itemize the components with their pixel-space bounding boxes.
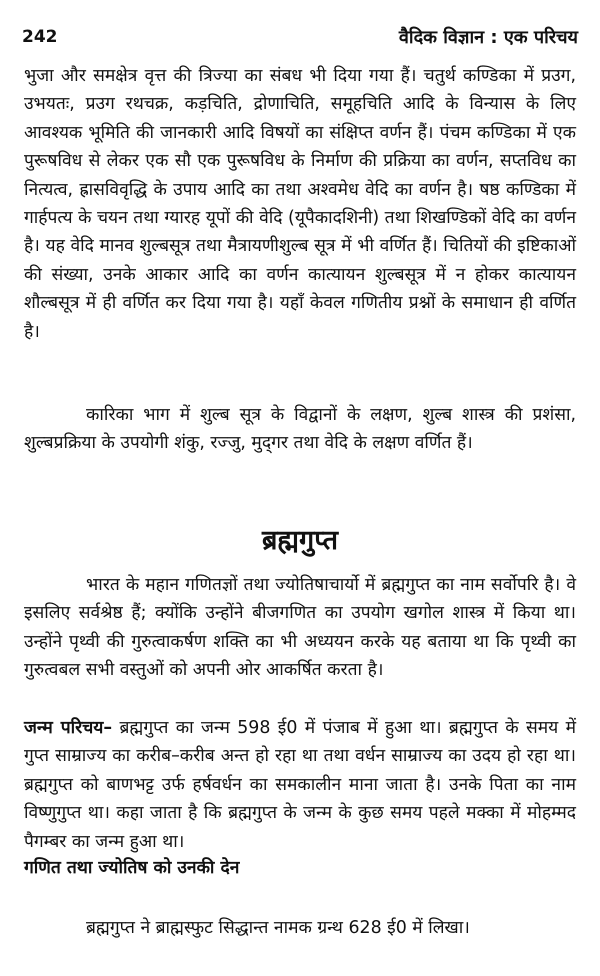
page-number: 242 xyxy=(22,27,58,47)
section-title: ब्रह्मगुप्त xyxy=(262,525,338,556)
birth-heading: जन्म परिचय– xyxy=(24,718,113,738)
page-header xyxy=(22,24,578,50)
paragraph-birth xyxy=(24,714,576,856)
birth-text: ब्रह्मगुप्त का जन्म 598 ई0 में पंजाब में हुआ था। ब्रह्मगुप्त के समय में गुप्त साम्राज्य का करीब–करीब अन्त हो रहा था तथा वर्धन साम्राज्य का उदय हो रहा था। ब्रह्मगुप्त को बाणभट्ट उर्फ हर्षवर्धन का समकालीन माना जाता है। उनके पिता का नाम विष्णुगुप्त था। कहा जाता है कि ब्रह्मगुप्त के जन्म के कुछ समय पहले मक्का में मोहम्मद पैगम्बर का जन्म हुआ था। xyxy=(24,718,577,852)
paragraph-continuation: भुजा और समक्षेत्र वृत्त की त्रिज्या का संबध भी दिया गया हैं। चतुर्थ कण्डिका में प्रउग, उभयतः, प्रउग रथचक्र, कड़चिति, द्रोणाचिति, समूहचिति आदि के विन्यास के लिए आवश्यक भूमिति की जानकारी आदि विषयों का संक्षिप्त वर्णन हैं। पंचम कण्डिका में एक पुरूषविध से लेकर एक सौ एक पुरूषविध के निर्माण की प्रक्रिया का वर्णन, सप्तविध का नित्यत्व, ह्रासविवृद्धि के उपाय आदि का तथा अश्वमेध वेदि का वर्णन है। षष्ठ कण्डिका में गार्हपत्य के चयन तथा ग्यारह यूपों की वेदि (यूपैकादशिनी) तथा शिखण्डिकों वेदि का वर्णन है। यह वेदि मानव शुल्बसूत्र तथा मैत्रायणीशुल्ब सूत्र में भी वर्णित हैं। चितियों की इष्टिकाओं की संख्या, उनके आकार आदि का वर्णन कात्यायन शुल्बसूत्र में न होकर कात्यायन शौल्बसूत्र में ही वर्णित कर दिया गया है। यहाँ केवल गणितीय प्रश्नों के समाधान ही वर्णित है। xyxy=(24,66,576,342)
contribution-subheading: गणित तथा ज्योतिष को उनकी देन xyxy=(24,858,240,878)
paragraph-karika: कारिका भाग में शुल्ब सूत्र के विद्वानों के लक्षण, शुल्ब शास्त्र की प्रशंसा, शुल्बप्रक्रिया के उपयोगी शंकु, रज्जु, मुद्‌गर तथा वेदि के लक्षण वर्णित हैं। xyxy=(24,405,576,454)
paragraph-intro: भारत के महान गणितज्ञों तथा ज्योतिषाचार्यो में ब्रह्मगुप्त का नाम सर्वोपरि है। वे इसलिए सर्वश्रेष्ठ हैं; क्योंकि उन्होंने बीजगणित का उपयोग खगोल शास्त्र में किया था। उन्होंने पृथ्वी की गुरुत्वाकर्षण शक्ति का भी अध्ययन करके यह बताया था कि पृथ्वी का गुरुत्वबल सभी वस्तुओं को अपनी ओर आकर्षित करता है। xyxy=(24,575,576,681)
running-title: वैदिक विज्ञान : एक परिचय xyxy=(398,27,578,48)
paragraph-treatise: ब्रह्मगुप्त ने ब्राह्मस्फुट सिद्धान्त नामक ग्रन्थ 628 ई0 में लिखा। xyxy=(86,918,470,938)
